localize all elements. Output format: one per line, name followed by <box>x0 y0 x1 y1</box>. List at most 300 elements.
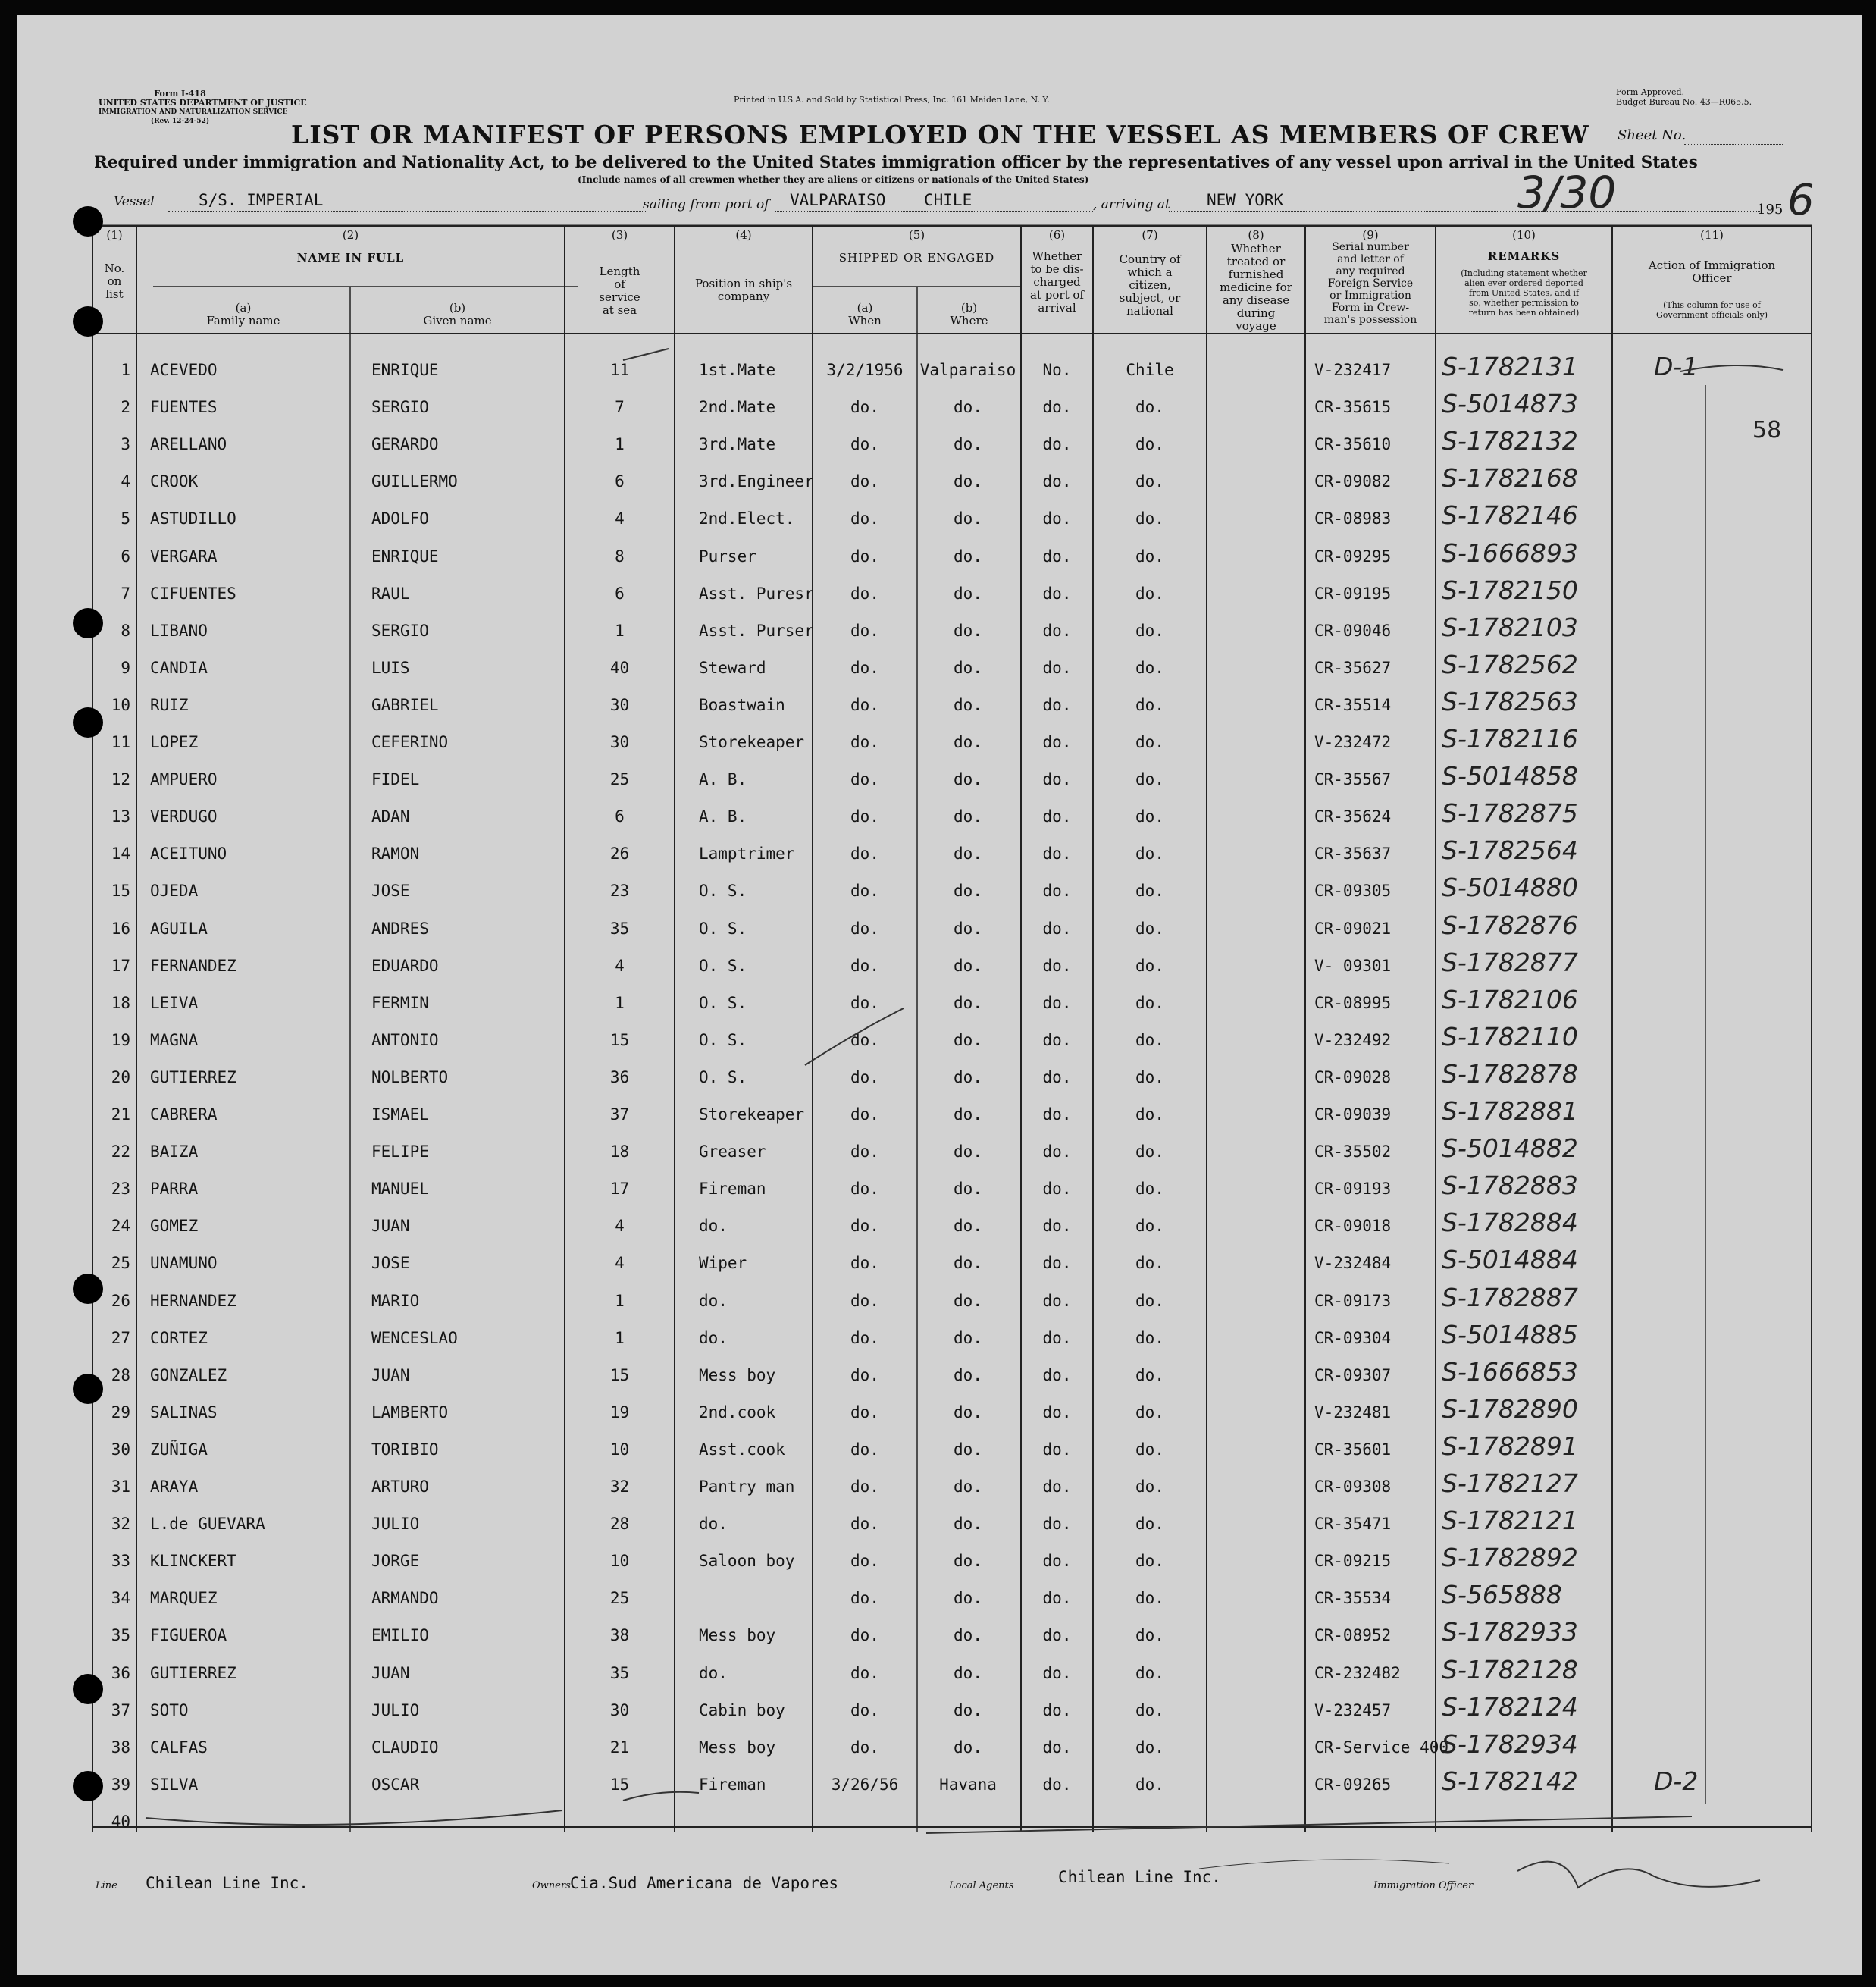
cell-when: do. <box>850 1440 879 1459</box>
cell-country: do. <box>1135 882 1164 901</box>
table-row <box>17 1019 1828 1055</box>
cell-remark: S-1782878 <box>1442 1058 1578 1089</box>
cell-service: 4 <box>615 956 625 975</box>
col6-number: (6) <box>1048 228 1066 242</box>
cell-position: A. B. <box>699 807 747 826</box>
cell-country: do. <box>1135 621 1164 640</box>
cell-discharged: do. <box>1042 1589 1072 1608</box>
col9-number: (9) <box>1362 228 1379 242</box>
footer-officer-label: Immigration Officer <box>1373 1880 1474 1891</box>
handwritten-arrival-date: 3/30 <box>1517 167 1617 218</box>
cell-family: L.de GUEVARA <box>150 1515 265 1534</box>
table-row <box>17 1317 1828 1353</box>
cell-serial: CR-35534 <box>1314 1589 1392 1608</box>
cell-position: Storekeaper <box>699 733 805 751</box>
cell-where: do. <box>954 1589 982 1608</box>
cell-no: 30 <box>111 1440 130 1459</box>
cell-remark: S-1782110 <box>1442 1021 1578 1051</box>
cell-discharged: No. <box>1042 361 1072 379</box>
cell-remark: S-1782892 <box>1442 1543 1578 1573</box>
cell-position: do. <box>699 1217 728 1236</box>
cell-position: do. <box>699 1291 728 1310</box>
cell-no: 25 <box>111 1254 130 1273</box>
cell-remark: S-1782933 <box>1442 1617 1578 1647</box>
cell-country: do. <box>1135 1738 1164 1757</box>
cell-given: ENRIQUE <box>371 547 439 566</box>
cell-no: 15 <box>111 882 130 901</box>
cell-service: 23 <box>609 882 630 901</box>
cell-service: 4 <box>615 1254 625 1273</box>
cell-service: 4 <box>615 509 625 528</box>
cell-given: ARTURO <box>371 1478 429 1496</box>
cell-country: do. <box>1135 845 1164 863</box>
cell-given: SERGIO <box>371 398 429 417</box>
cell-serial: CR-09308 <box>1314 1478 1392 1496</box>
cell-serial: CR-Service 400 <box>1314 1738 1449 1757</box>
form-number: Form I-418 <box>154 89 206 99</box>
cell-service: 19 <box>609 1402 630 1421</box>
cell-family: FIGUEROA <box>150 1626 227 1645</box>
table-row <box>17 572 1828 609</box>
cell-serial: V- 09301 <box>1314 956 1392 975</box>
cell-position: 2nd.cook <box>699 1402 776 1421</box>
cell-given: JOSE <box>371 882 410 901</box>
table-row <box>17 1540 1828 1576</box>
cell-no: 7 <box>121 584 130 603</box>
cell-serial: CR-232482 <box>1314 1663 1401 1682</box>
cell-when: do. <box>850 1700 879 1719</box>
cell-family: ASTUDILLO <box>150 509 236 528</box>
cell-serial: CR-35601 <box>1314 1440 1392 1459</box>
cell-position: Asst. Purser <box>699 621 814 640</box>
cell-where: do. <box>954 1291 982 1310</box>
col3-number: (3) <box>611 228 628 242</box>
cell-position: Mess boy <box>699 1738 776 1757</box>
cell-given: CLAUDIO <box>371 1738 439 1757</box>
binder-hole <box>73 608 103 638</box>
cell-given: JULIO <box>371 1700 420 1719</box>
cell-discharged: do. <box>1042 807 1072 826</box>
cell-remark: S-5014885 <box>1442 1319 1578 1349</box>
cell-remark: S-1782934 <box>1442 1728 1578 1759</box>
cell-discharged: do. <box>1042 695 1072 714</box>
footer-line-label: Line <box>96 1880 117 1891</box>
cell-given: LAMBERTO <box>371 1402 449 1421</box>
cell-remark: S-1782128 <box>1442 1654 1578 1685</box>
cell-service: 28 <box>609 1515 630 1534</box>
cell-when: do. <box>850 1515 879 1534</box>
cell-given: EDUARDO <box>371 956 439 975</box>
cell-position: Cabin boy <box>699 1700 785 1719</box>
cell-given: MANUEL <box>371 1180 429 1199</box>
cell-no: 37 <box>111 1700 130 1719</box>
cell-service: 6 <box>615 584 625 603</box>
col-action: Action of Immigration Officer <box>1648 259 1776 285</box>
table-row <box>17 832 1828 869</box>
cell-service: 15 <box>609 1030 630 1049</box>
cell-no: 2 <box>121 398 130 417</box>
cell-discharged: do. <box>1042 509 1072 528</box>
vessel-name: S/S. IMPERIAL <box>199 191 324 209</box>
cell-no: 39 <box>111 1775 130 1794</box>
cell-discharged: do. <box>1042 1663 1072 1682</box>
cell-family: GUTIERREZ <box>150 1067 236 1086</box>
cell-country: do. <box>1135 1626 1164 1645</box>
cell-serial: CR-09304 <box>1314 1328 1392 1347</box>
cell-given: ISMAEL <box>371 1105 429 1124</box>
cell-where: do. <box>954 845 982 863</box>
cell-given: FIDEL <box>371 770 420 789</box>
cell-remark: S-5014884 <box>1442 1245 1578 1275</box>
cell-family: OJEDA <box>150 882 199 901</box>
cell-where: do. <box>954 435 982 454</box>
cell-family: CROOK <box>150 472 199 491</box>
cell-remark: S-1782564 <box>1442 835 1578 866</box>
cell-where: do. <box>954 1552 982 1571</box>
cell-action: D-2 <box>1654 1766 1699 1796</box>
cell-no: 38 <box>111 1738 130 1757</box>
cell-service: 18 <box>609 1142 630 1161</box>
cell-remark: S-5014858 <box>1442 761 1578 791</box>
cell-where: do. <box>954 770 982 789</box>
cell-service: 25 <box>609 770 630 789</box>
table-row <box>17 982 1828 1018</box>
cell-discharged: do. <box>1042 770 1072 789</box>
cell-service: 10 <box>609 1552 630 1571</box>
cell-discharged: do. <box>1042 472 1072 491</box>
footer-line-value: Chilean Line Inc. <box>146 1874 308 1892</box>
cell-service: 36 <box>609 1067 630 1086</box>
cell-family: GOMEZ <box>150 1217 199 1236</box>
col-treated: Whether treated or furnished medicine for any disease during voyage <box>1220 242 1292 333</box>
table-row <box>17 721 1828 757</box>
cell-discharged: do. <box>1042 398 1072 417</box>
cell-serial: CR-08983 <box>1314 509 1392 528</box>
cell-no: 11 <box>111 733 130 751</box>
cell-discharged: do. <box>1042 956 1072 975</box>
cell-where: do. <box>954 919 982 938</box>
cell-where: do. <box>954 584 982 603</box>
cell-serial: CR-09046 <box>1314 621 1392 640</box>
cell-family: GONZALEZ <box>150 1365 227 1384</box>
cell-family: ZUÑIGA <box>150 1440 208 1459</box>
binder-hole <box>73 1374 103 1404</box>
cell-service: 11 <box>609 361 630 379</box>
cell-where: do. <box>954 1067 982 1086</box>
cell-given: FERMIN <box>371 993 429 1012</box>
cell-given: ARMANDO <box>371 1589 439 1608</box>
cell-no: 10 <box>111 695 130 714</box>
cell-given: JOSE <box>371 1254 410 1273</box>
cell-family: SALINAS <box>150 1402 218 1421</box>
cell-remark: S-5014880 <box>1442 873 1578 903</box>
cell-where: do. <box>954 1105 982 1124</box>
cell-family: VERDUGO <box>150 807 218 826</box>
cell-discharged: do. <box>1042 1328 1072 1347</box>
cell-no: 27 <box>111 1328 130 1347</box>
cell-position: do. <box>699 1328 728 1347</box>
cell-serial: CR-09021 <box>1314 919 1392 938</box>
cell-country: do. <box>1135 1700 1164 1719</box>
cell-serial: CR-35627 <box>1314 658 1392 677</box>
table-row <box>17 460 1828 497</box>
cell-given: ANDRES <box>371 919 429 938</box>
footer-agents-value: Chilean Line Inc. <box>1058 1868 1221 1886</box>
cell-when: do. <box>850 695 879 714</box>
col2-number: (2) <box>342 228 359 242</box>
table-row <box>17 1801 1828 1837</box>
cell-service: 15 <box>609 1775 630 1794</box>
cell-position: Asst. Puresr <box>699 584 814 603</box>
departure-port: VALPARAISO CHILE <box>790 191 972 209</box>
cell-country: do. <box>1135 733 1164 751</box>
cell-no: 28 <box>111 1365 130 1384</box>
cell-country: do. <box>1135 1328 1164 1347</box>
cell-family: CANDIA <box>150 658 208 677</box>
table-row <box>17 1354 1828 1390</box>
cell-service: 1 <box>615 621 625 640</box>
cell-serial: CR-08952 <box>1314 1626 1392 1645</box>
department-name: UNITED STATES DEPARTMENT OF JUSTICE <box>99 98 307 108</box>
cell-serial: CR-09193 <box>1314 1180 1392 1199</box>
cell-serial: CR-35514 <box>1314 695 1392 714</box>
cell-when: do. <box>850 1030 879 1049</box>
cell-where: do. <box>954 1365 982 1384</box>
cell-discharged: do. <box>1042 1142 1072 1161</box>
cell-country: do. <box>1135 1402 1164 1421</box>
footer-owners-label: Owners <box>532 1880 571 1891</box>
cell-when: do. <box>850 956 879 975</box>
cell-where: do. <box>954 398 982 417</box>
cell-no: 40 <box>111 1812 130 1831</box>
cell-when: do. <box>850 1552 879 1571</box>
cell-discharged: do. <box>1042 1440 1072 1459</box>
cell-when: do. <box>850 993 879 1012</box>
cell-remark: S-1782132 <box>1442 426 1578 456</box>
cell-position: Asst.cook <box>699 1440 785 1459</box>
cell-discharged: do. <box>1042 1291 1072 1310</box>
cell-serial: CR-35637 <box>1314 845 1392 863</box>
table-row <box>17 610 1828 646</box>
cell-remark: S-1782103 <box>1442 612 1578 642</box>
cell-service: 35 <box>609 1663 630 1682</box>
cell-given: ADOLFO <box>371 509 429 528</box>
col-serial: Serial number and letter of any required Foreign Service or Immigration Form in Crew- man's possession <box>1323 241 1417 326</box>
cell-when: do. <box>850 1142 879 1161</box>
cell-when: 3/26/56 <box>831 1775 899 1794</box>
arriving-label: , arriving at <box>1093 197 1170 212</box>
handwritten-year-digit: 6 <box>1787 176 1815 225</box>
cell-position: 2nd.Elect. <box>699 509 795 528</box>
cell-when: do. <box>850 919 879 938</box>
table-row <box>17 349 1828 385</box>
cell-when: do. <box>850 509 879 528</box>
cell-service: 26 <box>609 845 630 863</box>
cell-no: 12 <box>111 770 130 789</box>
cell-position: Steward <box>699 658 766 677</box>
table-row <box>17 795 1828 832</box>
col10-number: (10) <box>1512 228 1536 242</box>
cell-when: do. <box>850 882 879 901</box>
cell-country: do. <box>1135 1105 1164 1124</box>
col-country: Country of which a citizen, subject, or national <box>1119 252 1181 318</box>
cell-serial: CR-35610 <box>1314 435 1392 454</box>
cell-country: do. <box>1135 770 1164 789</box>
cell-discharged: do. <box>1042 1626 1072 1645</box>
cell-country: do. <box>1135 1663 1164 1682</box>
cell-where: do. <box>954 1440 982 1459</box>
cell-remark: S-1782131 <box>1442 352 1578 381</box>
cell-country: do. <box>1135 1067 1164 1086</box>
cell-given: ENRIQUE <box>371 361 439 379</box>
cell-country: do. <box>1135 1440 1164 1459</box>
cell-position: 3rd.Mate <box>699 435 776 454</box>
cell-remark: S-1782146 <box>1442 500 1578 531</box>
col1-number: (1) <box>106 228 123 242</box>
cell-where: do. <box>954 1142 982 1161</box>
cell-where: do. <box>954 1626 982 1645</box>
cell-serial: V-232492 <box>1314 1030 1392 1049</box>
cell-discharged: do. <box>1042 435 1072 454</box>
cell-discharged: do. <box>1042 1254 1072 1273</box>
cell-position: Pantry man <box>699 1478 795 1496</box>
cell-country: do. <box>1135 1552 1164 1571</box>
cell-service: 17 <box>609 1180 630 1199</box>
cell-position: 1st.Mate <box>699 361 776 379</box>
cell-family: HERNANDEZ <box>150 1291 236 1310</box>
cell-service: 1 <box>615 435 625 454</box>
footer-owners-value: Cia.Sud Americana de Vapores <box>570 1874 839 1892</box>
col-shipped-engaged: SHIPPED OR ENGAGED <box>838 251 995 265</box>
table-row <box>17 1056 1828 1092</box>
cell-no: 31 <box>111 1478 130 1496</box>
table-row <box>17 870 1828 906</box>
cell-discharged: do. <box>1042 733 1072 751</box>
cell-discharged: do. <box>1042 1775 1072 1794</box>
cell-family: MAGNA <box>150 1030 199 1049</box>
cell-position: do. <box>699 1515 728 1534</box>
col4-number: (4) <box>735 228 752 242</box>
cell-position: Greaser <box>699 1142 766 1161</box>
cell-position: O. S. <box>699 956 747 975</box>
cell-country: do. <box>1135 1217 1164 1236</box>
cell-service: 32 <box>609 1478 630 1496</box>
cell-no: 19 <box>111 1030 130 1049</box>
cell-no: 32 <box>111 1515 130 1534</box>
cell-service: 30 <box>609 1700 630 1719</box>
cell-service: 30 <box>609 695 630 714</box>
cell-no: 17 <box>111 956 130 975</box>
cell-discharged: do. <box>1042 1217 1072 1236</box>
cell-where: do. <box>954 1402 982 1421</box>
cell-position: 3rd.Engineer <box>699 472 814 491</box>
table-row <box>17 945 1828 981</box>
cell-where: do. <box>954 1254 982 1273</box>
cell-service: 38 <box>609 1626 630 1645</box>
table-row <box>17 1465 1828 1502</box>
cell-family: LOPEZ <box>150 733 199 751</box>
cell-serial: CR-09305 <box>1314 882 1392 901</box>
cell-service: 1 <box>615 1291 625 1310</box>
cell-where: do. <box>954 1663 982 1682</box>
cell-serial: CR-35471 <box>1314 1515 1392 1534</box>
cell-remark: S-1782884 <box>1442 1208 1578 1238</box>
cell-serial: CR-09028 <box>1314 1067 1392 1086</box>
table-row <box>17 907 1828 944</box>
cell-where: do. <box>954 547 982 566</box>
cell-country: do. <box>1135 1142 1164 1161</box>
cell-discharged: do. <box>1042 1067 1072 1086</box>
cell-when: do. <box>850 1328 879 1347</box>
cell-serial: CR-09265 <box>1314 1775 1392 1794</box>
cell-position: Storekeaper <box>699 1105 805 1124</box>
cell-service: 6 <box>615 472 625 491</box>
cell-where: do. <box>954 882 982 901</box>
vessel-label: Vessel <box>114 194 155 209</box>
cell-remark: S-1782142 <box>1442 1766 1578 1796</box>
cell-discharged: do. <box>1042 882 1072 901</box>
col-remarks-note: (Including statement whether alien ever ordered deported from United States, and if so, whether permission to return has been obtained) <box>1461 268 1587 318</box>
cell-given: SERGIO <box>371 621 429 640</box>
cell-where: do. <box>954 733 982 751</box>
cell-position: O. S. <box>699 993 747 1012</box>
col7-number: (7) <box>1142 228 1158 242</box>
cell-family: RUIZ <box>150 695 189 714</box>
cell-position: O. S. <box>699 1067 747 1086</box>
cell-no: 18 <box>111 993 130 1012</box>
cell-family: MARQUEZ <box>150 1589 218 1608</box>
cell-family: ARAYA <box>150 1478 199 1496</box>
cell-position: 2nd.Mate <box>699 398 776 417</box>
table-row <box>17 1391 1828 1428</box>
cell-family: CORTEZ <box>150 1328 208 1347</box>
binder-hole <box>73 206 103 237</box>
cell-when: do. <box>850 1291 879 1310</box>
cell-discharged: do. <box>1042 584 1072 603</box>
cell-service: 15 <box>609 1365 630 1384</box>
cell-position: Fireman <box>699 1180 766 1199</box>
cell-when: do. <box>850 1663 879 1682</box>
cell-where: do. <box>954 1515 982 1534</box>
cell-where: do. <box>954 1478 982 1496</box>
cell-when: do. <box>850 547 879 566</box>
col-where: (b) Where <box>950 301 988 328</box>
cell-service: 30 <box>609 733 630 751</box>
cell-country: do. <box>1135 1365 1164 1384</box>
cell-country: do. <box>1135 695 1164 714</box>
cell-no: 26 <box>111 1291 130 1310</box>
cell-serial: CR-09215 <box>1314 1552 1392 1571</box>
cell-position: Mess boy <box>699 1626 776 1645</box>
cell-when: do. <box>850 398 879 417</box>
cell-country: do. <box>1135 435 1164 454</box>
table-row <box>17 1205 1828 1241</box>
table-row <box>17 758 1828 794</box>
cell-serial: CR-09039 <box>1314 1105 1392 1124</box>
cell-service: 8 <box>615 547 625 566</box>
cell-discharged: do. <box>1042 1515 1072 1534</box>
cell-when: do. <box>850 1589 879 1608</box>
binder-hole <box>73 306 103 337</box>
cell-service: 1 <box>615 993 625 1012</box>
binder-hole <box>73 707 103 738</box>
col-when: (a) When <box>848 301 882 328</box>
cell-remark: S-1782891 <box>1442 1431 1578 1461</box>
cell-remark: S-1782150 <box>1442 575 1578 605</box>
cell-serial: V-232417 <box>1314 361 1392 379</box>
cell-family: ARELLANO <box>150 435 227 454</box>
cell-no: 1 <box>121 361 130 379</box>
